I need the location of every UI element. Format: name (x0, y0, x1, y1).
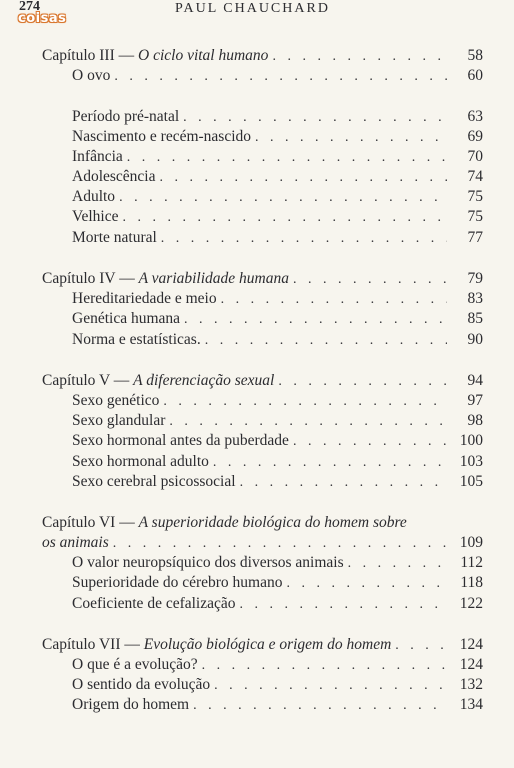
toc-entry-title (72, 208, 118, 226)
toc-page-number: 75 (467, 188, 483, 205)
toc-entry (72, 188, 483, 207)
chapter-title: Evolução biológica e origem do homem (143, 636, 392, 653)
section-title: Velhice (72, 208, 119, 225)
toc-entry (72, 453, 483, 472)
toc-chapter (42, 270, 483, 289)
dot-leader (160, 169, 448, 187)
toc-entry-title (72, 392, 159, 410)
section-title: Coeficiente de cefalização (72, 595, 236, 612)
toc-page-number: 94 (467, 372, 483, 389)
section-title: Sexo glandular (72, 412, 166, 429)
toc-entry-title (72, 473, 236, 491)
toc-entry (72, 656, 483, 675)
chapter-title: A diferenciação sexual (133, 372, 275, 389)
toc-page-number: 122 (459, 595, 483, 612)
dot-leader (119, 189, 447, 207)
toc-entry (72, 574, 483, 593)
chapter-number: Capítulo IV — (42, 270, 139, 287)
dot-leader (205, 332, 447, 350)
dot-leader (293, 433, 447, 451)
section-title: Adulto (72, 188, 116, 205)
dot-leader (255, 129, 447, 147)
toc-entry-title (72, 331, 201, 349)
toc-entry-title (72, 67, 110, 85)
toc-entry (72, 67, 483, 86)
toc-page-number: 105 (459, 473, 483, 490)
toc-entry-title (72, 412, 165, 430)
toc-entry (72, 331, 483, 350)
toc-entry-title (42, 47, 268, 65)
section-title: Morte natural (72, 229, 157, 246)
toc-entry (72, 310, 483, 329)
section-title: Adolescência (72, 168, 156, 185)
dot-leader (272, 48, 447, 66)
toc-page-number: 97 (467, 392, 483, 409)
dot-leader (127, 149, 447, 167)
toc-chapter (42, 372, 483, 391)
toc-entry (72, 208, 483, 227)
dot-leader (113, 535, 447, 553)
toc-page-number: 85 (467, 310, 483, 327)
toc-chapter (42, 47, 483, 66)
toc-entry (72, 108, 483, 127)
toc-entry-title (72, 432, 289, 450)
toc-page-number: 75 (467, 208, 483, 225)
toc-page-number: 58 (467, 47, 483, 64)
toc-entry-title (72, 676, 210, 694)
toc-page-number: 83 (467, 290, 483, 307)
chapter-number: Capítulo VI — (42, 514, 139, 531)
dot-leader (286, 575, 447, 593)
dot-leader (348, 555, 447, 573)
toc-entry-title (42, 534, 109, 552)
dot-leader (213, 454, 447, 472)
toc-entry-title (72, 310, 180, 328)
toc-page-number: 112 (460, 554, 483, 571)
toc-entry-title (72, 128, 251, 146)
toc-entry (72, 392, 483, 411)
dot-leader (240, 474, 447, 492)
toc-page-number: 132 (459, 676, 483, 693)
toc-entry-title (72, 696, 189, 714)
toc-chapter (42, 636, 483, 655)
dot-leader (114, 68, 447, 86)
toc-entry (72, 229, 483, 248)
toc-page-number: 109 (459, 534, 483, 551)
toc-page-number: 79 (467, 270, 483, 287)
section-title: Sexo genético (72, 392, 160, 409)
toc-entry (72, 676, 483, 695)
toc-entry-title (72, 188, 115, 206)
toc-entry (72, 412, 483, 431)
toc-page-number: 69 (467, 128, 483, 145)
section-title: Genética humana (72, 310, 181, 327)
toc-page-number: 134 (459, 696, 483, 713)
toc-entry-title (42, 636, 391, 654)
section-title: Hereditariedade e meio (72, 290, 217, 307)
toc-entry (72, 554, 483, 573)
section-title: Origem do homem (72, 696, 190, 713)
section-title: O valor neuropsíquico dos diversos animais (72, 554, 344, 571)
section-title: O ovo (72, 67, 111, 84)
chapter-number: Capítulo III — (42, 47, 138, 64)
running-head: PAUL CHAUCHARD (175, 1, 330, 16)
toc-page-number: 98 (467, 412, 483, 429)
toc-page-number: 124 (459, 636, 483, 653)
toc-entry-title (42, 372, 274, 390)
toc-page-number: 63 (467, 108, 483, 125)
section-title: Nascimento e recém-nascido (72, 128, 252, 145)
section-title: Sexo hormonal antes da puberdade (72, 432, 289, 449)
toc-entry-title (72, 148, 123, 166)
toc-page-number: 74 (467, 168, 483, 185)
section-title: Sexo hormonal adulto (72, 453, 209, 470)
toc-entry-title (72, 229, 157, 247)
dot-leader (184, 311, 447, 329)
chapter-number: Capítulo VII — (42, 636, 144, 653)
dot-leader (183, 109, 447, 127)
dot-leader (221, 291, 447, 309)
toc-page-number: 60 (467, 67, 483, 84)
toc-page-number: 100 (459, 432, 483, 449)
toc-entry-title (42, 514, 407, 532)
chapter-title: A variabilidade humana (138, 270, 289, 287)
section-title: Superioridade do cérebro humano (72, 574, 283, 591)
toc-entry (72, 168, 483, 187)
toc-page-number: 77 (467, 229, 483, 246)
toc-entry-title (72, 290, 217, 308)
dot-leader (202, 657, 447, 675)
toc-chapter-continuation (42, 534, 483, 553)
toc-page-number: 103 (459, 453, 483, 470)
chapter-title: os animais (42, 534, 109, 551)
dot-leader (278, 373, 447, 391)
dot-leader (214, 677, 447, 695)
dot-leader (169, 413, 447, 431)
chapter-number: Capítulo V — (42, 372, 134, 389)
toc-entry (72, 595, 483, 614)
toc-entry-title (72, 168, 156, 186)
toc-page-number: 70 (467, 148, 483, 165)
toc-page-number: 124 (459, 656, 483, 673)
toc-chapter (42, 514, 483, 532)
section-title: Norma e estatísticas. (72, 331, 201, 348)
section-title: Infância (72, 148, 123, 165)
chapter-title: O ciclo vital humano (138, 47, 269, 64)
dot-leader (395, 637, 447, 655)
page-number: 274 (19, 0, 40, 14)
toc-entry-title (72, 595, 236, 613)
toc-page-number: 90 (467, 331, 483, 348)
chapter-title: A superioridade biológica do homem sobre (138, 514, 407, 531)
toc-entry (72, 290, 483, 309)
toc-entry-title (72, 554, 344, 572)
toc-page-number: 118 (460, 574, 483, 591)
toc-entry-title (72, 574, 282, 592)
section-title: O sentido da evolução (72, 676, 211, 693)
section-title: Período pré-natal (72, 108, 180, 125)
dot-leader (163, 393, 447, 411)
toc-entry (72, 128, 483, 147)
toc-entry (72, 148, 483, 167)
dot-leader (240, 596, 448, 614)
dot-leader (193, 697, 447, 715)
section-title: O que é a evolução? (72, 656, 198, 673)
toc-entry-title (72, 108, 179, 126)
section-title: Sexo cerebral psicossocial (72, 473, 236, 490)
toc-entry (72, 432, 483, 451)
toc-entry-title (72, 453, 209, 471)
dot-leader (293, 271, 447, 289)
toc-entry-title (72, 656, 198, 674)
toc-entry (72, 473, 483, 492)
toc-entry (72, 696, 483, 715)
dot-leader (161, 230, 447, 248)
toc-entry-title (42, 270, 289, 288)
page-header (0, 0, 514, 26)
watermark-logo: coisas (18, 11, 67, 26)
dot-leader (122, 209, 447, 227)
